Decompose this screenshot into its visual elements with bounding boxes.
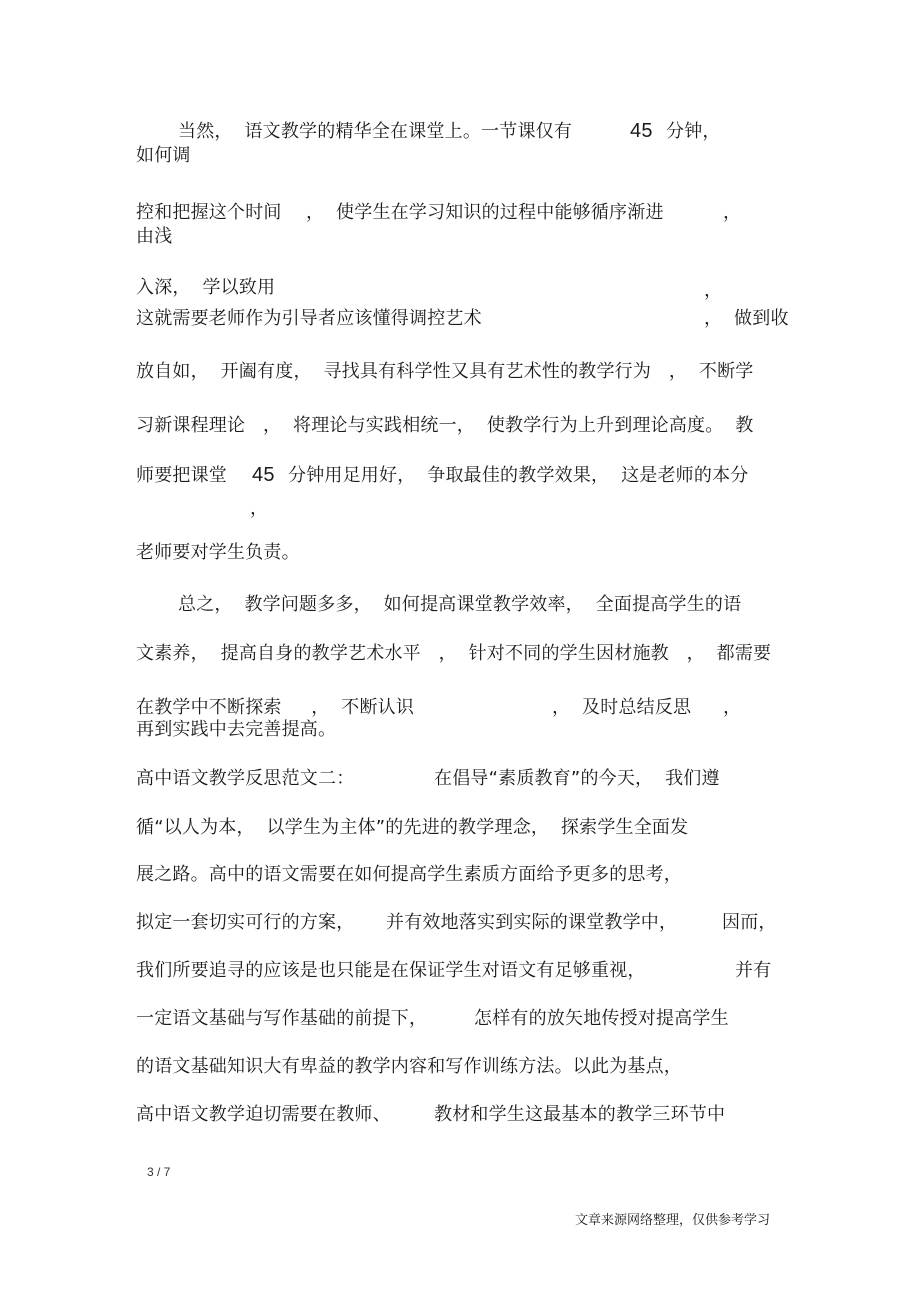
p2-line3-comma: ，: [723, 697, 742, 718]
p1-line4-text: 放自如， 开阖有度， 寻找具有科学性又具有艺术性的教学行为 ， 不断学: [136, 361, 754, 382]
p1-line6-number: 45: [252, 464, 275, 486]
p1-line6-text-end: 分钟用足用好， 争取最佳的教学效果， 这是老师的本分: [288, 465, 749, 486]
p3-heading: 高中语文教学反思范文二：: [136, 768, 355, 789]
p3-line3-text: 展之路。高中的语文需要在如何提高学生素质方面给予更多的思考，: [136, 864, 682, 885]
p1-line3-text-end: ， 做到收: [704, 308, 789, 329]
p1-line1-text-end: 分钟，: [666, 121, 721, 142]
page-number: 3 / 7: [147, 1165, 171, 1179]
p1-line3-comma: ，: [704, 280, 723, 301]
p3-line8-text-end: 教材和学生这最基本的教学三环节中: [434, 1104, 726, 1125]
p2-line2-text: 文素养， 提高自身的教学艺术水平 ， 针对不同的学生因材施教 ， 都需要: [136, 643, 772, 664]
p3-line5-text-end: 并有: [735, 960, 772, 981]
p3-line4-text-mid: 并有效地落实到实际的课堂教学中，: [386, 912, 678, 933]
p1-line2-comma: ，: [723, 202, 742, 223]
p3-line4-text: 拟定一套切实可行的方案，: [136, 912, 355, 933]
p1-line1-number: 45: [630, 120, 653, 142]
p3-line8-text: 高中语文教学迫切需要在教师、: [136, 1104, 391, 1125]
p3-line7-text: 的语文基础知识大有卑益的教学内容和写作训练方法。以此为基点，: [136, 1056, 682, 1077]
p1-line2-text: 控和把握这个时间: [136, 202, 282, 223]
p1-line6-text: 师要把课堂: [136, 465, 227, 486]
p1-line1-wrap: 如何调: [136, 145, 191, 166]
p3-line6-text: 一定语文基础与写作基础的前提下，: [136, 1008, 428, 1029]
p1-line1-text: 当然， 语文教学的精华全在课堂上。一节课仅有: [178, 121, 573, 142]
source-note: 文章来源网络整理，仅供参考学习: [575, 1213, 771, 1228]
p2-line3-text: 在教学中不断探索 ， 不断认识: [136, 697, 415, 718]
p3-line1-text: 在倡导“素质教育”的今天， 我们遵: [434, 768, 720, 789]
p3-line4-text-end: 因而，: [722, 912, 777, 933]
p1-line5-text: 习新课程理论 ， 将理论与实践相统一， 使教学行为上升到理论高度。 教: [136, 415, 754, 436]
p1-line2-wrap: 由浅: [136, 226, 173, 247]
p3-line5-text: 我们所要追寻的应该是也只能是在保证学生对语文有足够重视，: [136, 960, 646, 981]
p1-line3-text-2: 这就需要老师作为引导者应该懂得调控艺术: [136, 308, 482, 329]
p3-line2-text: 循“以人为本， 以学生为主体”的先进的教学理念， 探索学生全面发: [136, 817, 689, 838]
p2-line3-text-mid: ， 及时总结反思: [552, 697, 692, 718]
p1-line3-text: 入深， 学以致用: [136, 277, 276, 298]
p1-line7-text: 老师要对学生负责。: [136, 542, 300, 563]
p3-line6-text-end: 怎样有的放矢地传授对提高学生: [474, 1008, 729, 1029]
p2-line1-text: 总之， 教学问题多多， 如何提高课堂教学效率， 全面提高学生的语: [178, 594, 742, 615]
p1-line2-text-mid: ， 使学生在学习知识的过程中能够循序渐进: [306, 202, 664, 223]
p1-line6-comma: ，: [250, 498, 269, 519]
p2-line3-wrap: 再到实践中去完善提高。: [136, 719, 337, 740]
